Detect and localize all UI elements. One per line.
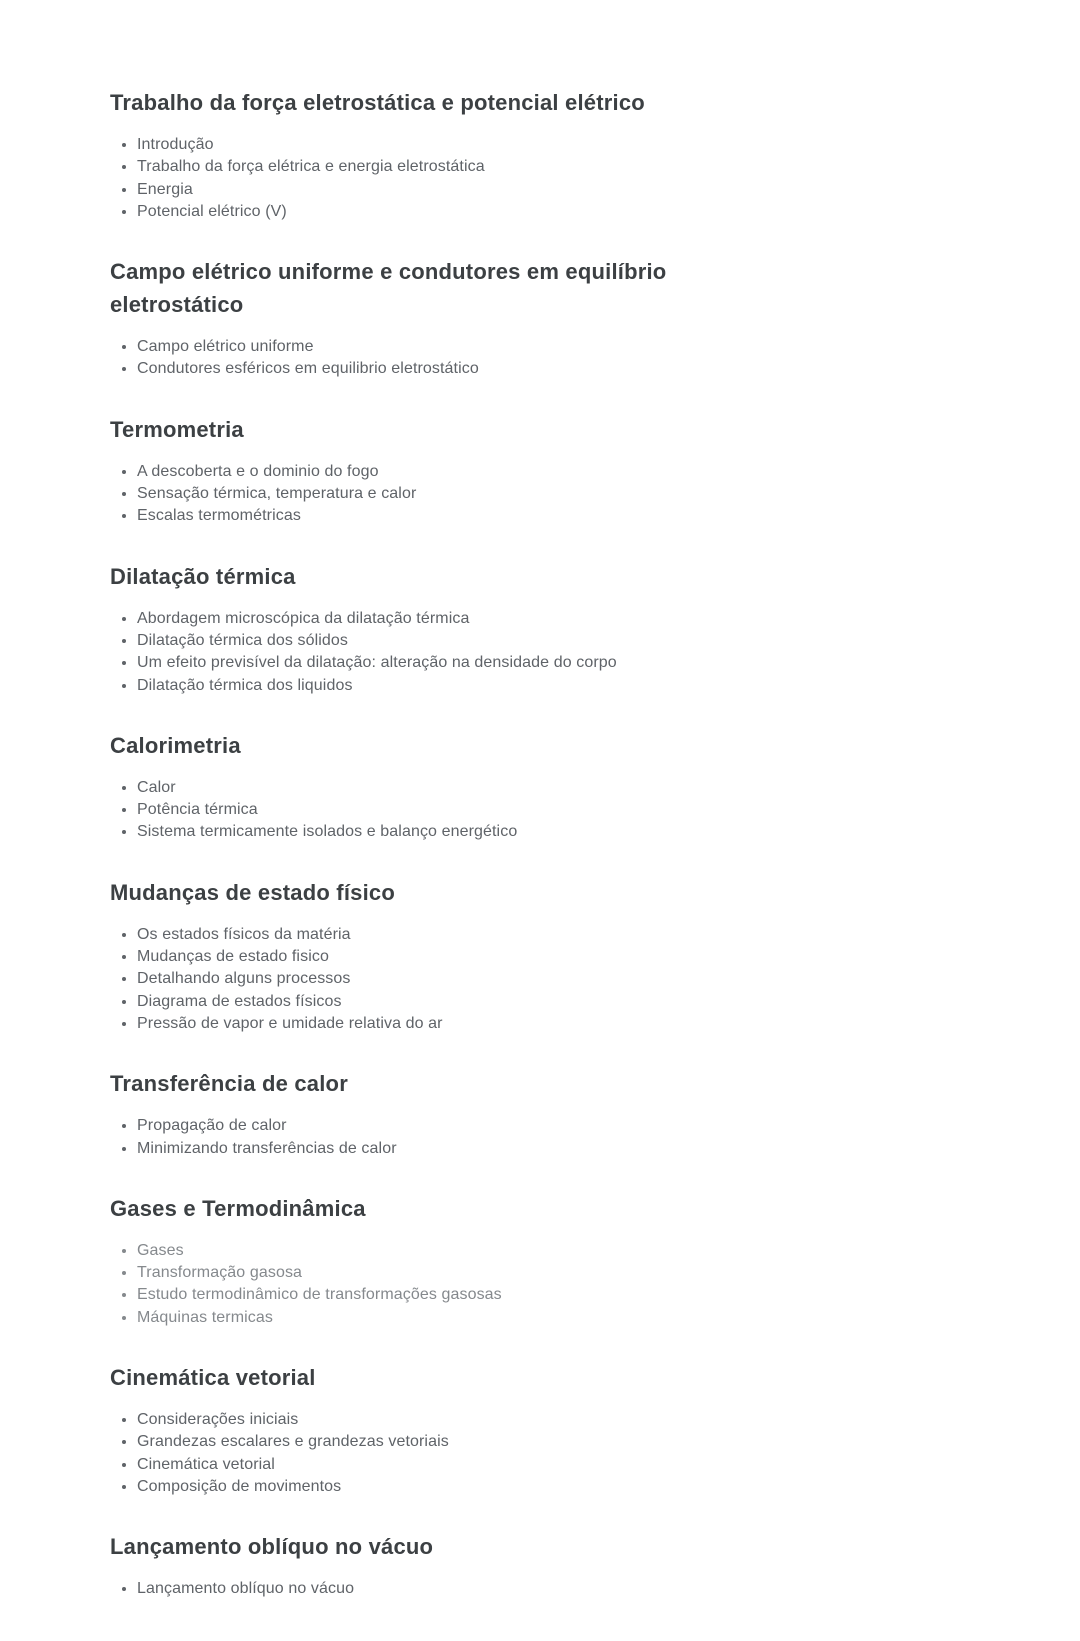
topic-list xyxy=(110,134,760,223)
section xyxy=(110,560,760,697)
list-item: • Máquinas termicas xyxy=(137,1307,760,1329)
list-item: • Potencial elétrico (V) xyxy=(137,201,760,223)
list-item: • Transformação gasosa xyxy=(137,1262,760,1284)
list-item: • Calor xyxy=(137,777,760,799)
section-title: Transferência de calor xyxy=(110,1071,348,1097)
section-title: Mudanças de estado físico xyxy=(110,879,395,905)
topic-list xyxy=(110,1115,760,1160)
section-title: Campo elétrico uniforme e condutores em equilíbrio eletrostático xyxy=(110,259,667,318)
list-item: • Um efeito previsível da dilatação: alteração na densidade do corpo xyxy=(137,652,760,674)
topic-list xyxy=(110,1240,760,1329)
section-title: Dilatação térmica xyxy=(110,563,296,589)
list-item: • Pressão de vapor e umidade relativa do ar xyxy=(137,1013,760,1035)
section xyxy=(110,86,760,223)
topic-list xyxy=(110,1409,760,1498)
list-item: • Introdução xyxy=(137,134,760,156)
list-item: • Estudo termodinâmico de transformações gasosas xyxy=(137,1284,760,1306)
topic-list xyxy=(110,608,760,697)
list-item: • Grandezas escalares e grandezas vetoriais xyxy=(137,1431,760,1453)
list-item: • Dilatação térmica dos sólidos xyxy=(137,630,760,652)
topic-list xyxy=(110,1578,760,1600)
list-item: • A descoberta e o dominio do fogo xyxy=(137,461,760,483)
list-item: • Sistema termicamente isolados e balanço energético xyxy=(137,821,760,843)
section xyxy=(110,1361,760,1498)
section xyxy=(110,413,760,528)
section xyxy=(110,1067,760,1160)
list-item: • Dilatação térmica dos liquidos xyxy=(137,675,760,697)
section-title: Cinemática vetorial xyxy=(110,1365,316,1391)
section xyxy=(110,729,760,844)
section-title: Lançamento oblíquo no vácuo xyxy=(110,1534,434,1560)
list-item: • Mudanças de estado fisico xyxy=(137,946,760,968)
list-item: • Condutores esféricos em equilibrio eletrostático xyxy=(137,358,760,380)
list-item: • Potência térmica xyxy=(137,799,760,821)
list-item: • Diagrama de estados físicos xyxy=(137,991,760,1013)
list-item: • Gases xyxy=(137,1240,760,1262)
section xyxy=(110,255,760,381)
section xyxy=(110,1192,760,1329)
topic-list xyxy=(110,461,760,528)
section-title: Trabalho da força eletrostática e potencial elétrico xyxy=(110,90,645,115)
list-item: • Considerações iniciais xyxy=(137,1409,760,1431)
topic-list xyxy=(110,777,760,844)
list-item: • Os estados físicos da matéria xyxy=(137,924,760,946)
section-title: Termometria xyxy=(110,416,244,442)
list-item: • Composição de movimentos xyxy=(137,1476,760,1498)
section-title: Gases e Termodinâmica xyxy=(110,1195,366,1221)
section xyxy=(110,1530,760,1600)
topic-list xyxy=(110,336,760,381)
list-item: • Abordagem microscópica da dilatação térmica xyxy=(137,608,760,630)
section xyxy=(110,876,760,1035)
list-item: • Detalhando alguns processos xyxy=(137,968,760,990)
list-item: • Cinemática vetorial xyxy=(137,1454,760,1476)
list-item: • Lançamento oblíquo no vácuo xyxy=(137,1578,760,1600)
list-item: • Energia xyxy=(137,179,760,201)
list-item: • Minimizando transferências de calor xyxy=(137,1138,760,1160)
section-title: Calorimetria xyxy=(110,732,241,758)
topic-list xyxy=(110,924,760,1035)
list-item: • Trabalho da força elétrica e energia eletrostática xyxy=(137,156,760,178)
list-item: • Escalas termométricas xyxy=(137,505,760,527)
list-item: • Campo elétrico uniforme xyxy=(137,336,760,358)
list-item: • Sensação térmica, temperatura e calor xyxy=(137,483,760,505)
list-item: • Propagação de calor xyxy=(137,1115,760,1137)
